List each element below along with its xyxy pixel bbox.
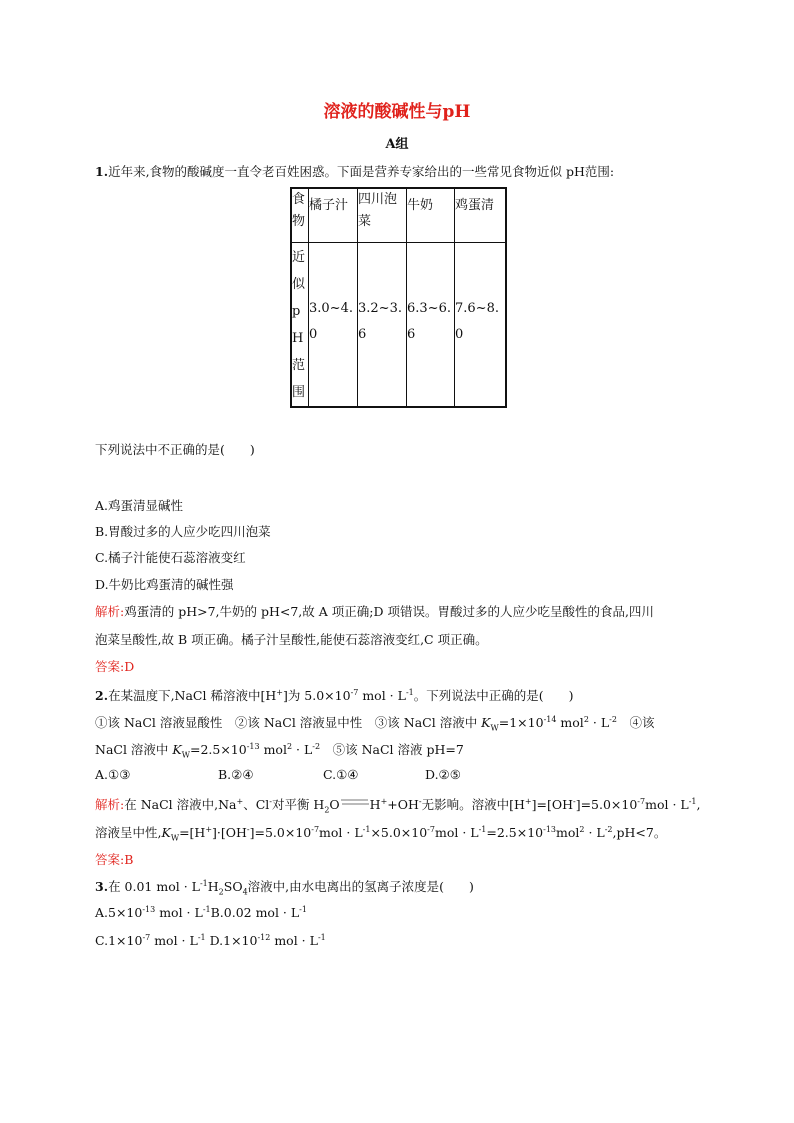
q1-analysis-text1: 鸡蛋清的 pH>7,牛奶的 pH<7,故 A 项正确;D 项错误。胃酸过多的人应少吃呈酸性的食品,四川 <box>124 604 654 619</box>
t: mol · L <box>270 933 318 949</box>
q2-s1d: · L <box>588 715 610 730</box>
food-ph-table <box>290 187 507 408</box>
q2-analysis-line1 <box>95 795 700 815</box>
t: mol · L <box>645 797 689 812</box>
q1-answer-label: 答案: <box>95 659 125 674</box>
sub: W <box>170 833 180 843</box>
q2-answer <box>95 850 133 868</box>
sup: -13 <box>246 741 260 751</box>
sup: -1 <box>202 905 211 914</box>
t: 在 NaCl 溶液中,Na <box>124 797 237 812</box>
t: mol · L <box>319 825 363 840</box>
q3-number: 3. <box>95 879 109 894</box>
table-range-3: 6.3~6.6 <box>407 242 455 407</box>
q3-options-line2 <box>95 933 326 948</box>
t: mol · L <box>155 905 203 921</box>
table-food-4: 鸡蛋清 <box>455 188 507 242</box>
q1-analysis-label: 解析: <box>95 604 125 619</box>
q2-s1: ①该 NaCl 溶液显酸性 ②该 NaCl 溶液显中性 ③该 NaCl 溶液中 <box>95 715 482 730</box>
t: mol · L <box>434 825 479 840</box>
sub: 2 <box>324 805 330 815</box>
sup: + <box>524 796 532 806</box>
q3-option-a: A.5×10 <box>95 905 143 921</box>
q3-options-line1 <box>95 905 307 920</box>
q2-s1e: ④该 <box>616 715 655 730</box>
q1-option-a: A.鸡蛋清显碱性 <box>95 498 184 513</box>
t: · L <box>584 825 605 840</box>
sup: -1 <box>199 878 208 888</box>
t: ]=[OH <box>531 797 573 812</box>
sup: -13 <box>142 905 156 914</box>
equilibrium-arrow-icon <box>340 794 370 809</box>
t: ,pH<7。 <box>612 825 667 840</box>
q1-option-b: B.胃酸过多的人应少吃四川泡菜 <box>95 524 271 539</box>
t: =[H <box>179 825 206 840</box>
q2-answer-value: B <box>124 852 134 867</box>
sub: W <box>490 723 499 733</box>
q1-number: 1. <box>95 164 109 179</box>
q1-option-c: C.橘子汁能使石蕊溶液变红 <box>95 550 246 565</box>
sub: W <box>181 750 190 760</box>
q2-stem-a: 在某温度下,NaCl 稀溶液中[H <box>108 688 277 703</box>
sub: 4 <box>242 887 248 897</box>
group-heading: A组 <box>385 137 409 152</box>
kw-symbol: K <box>481 715 491 730</box>
q2-number: 2. <box>95 688 109 703</box>
kw-symbol: K <box>172 742 182 757</box>
q2-stem-c: mol · L <box>358 688 406 703</box>
t: 对平衡 H <box>271 797 325 812</box>
equilibrium-arrow-svg <box>340 798 370 806</box>
q2-option-b: B.②④ <box>218 767 254 782</box>
q1-answer-value: D <box>124 659 135 674</box>
sup: -1 <box>197 933 206 942</box>
sup: - <box>572 796 576 806</box>
t: mol · L <box>150 933 198 949</box>
q2-s2a: NaCl 溶液中 <box>95 742 173 757</box>
q1-stem <box>95 162 614 180</box>
sup: - <box>418 796 422 806</box>
q1-answer <box>95 657 134 675</box>
q1-question: 下列说法中不正确的是( ) <box>95 442 255 457</box>
q2-s1b: =1×10 <box>498 715 544 730</box>
q2-s2e: ⑤该 NaCl 溶液 pH=7 <box>320 742 464 757</box>
q2-stem-d: 。下列说法中正确的是( ) <box>413 688 574 703</box>
q2-option-d: D.②⑤ <box>425 767 461 782</box>
t: =2.5×10 <box>486 825 544 840</box>
table-food-2: 四川泡菜 <box>358 188 407 242</box>
q2-statements-line1 <box>95 713 654 733</box>
table-range-1: 3.0~4.0 <box>309 242 358 407</box>
kw-symbol: K <box>161 825 171 840</box>
q2-answer-label: 答案: <box>95 852 125 867</box>
q2-option-c: C.①④ <box>323 767 359 782</box>
t: H <box>207 879 219 894</box>
page-title: 溶液的酸碱性与pH <box>323 102 471 122</box>
t: ]·[OH <box>212 825 247 840</box>
table-range-4: 7.6~8.0 <box>455 242 507 407</box>
q3-option-d: D.1×10 <box>205 933 258 949</box>
q2-s2b: =2.5×10 <box>189 742 247 757</box>
q2-s1c: mol <box>556 715 584 730</box>
sup: + <box>276 687 283 697</box>
sup: -1 <box>317 933 326 942</box>
t: 无影响。溶液中[H <box>421 797 525 812</box>
sup: -7 <box>637 796 646 806</box>
sup: + <box>205 824 213 834</box>
table-range-2: 3.2~3.6 <box>358 242 407 407</box>
q1-analysis-line1 <box>95 602 654 620</box>
t: 溶液中,由水电离出的氢离子浓度是( ) <box>247 879 474 894</box>
sub: 2 <box>218 887 224 897</box>
sup: -13 <box>543 824 556 834</box>
t: ]=5.0× <box>575 797 622 812</box>
sup: -7 <box>311 824 320 834</box>
table-food-1: 橘子汁 <box>309 188 358 242</box>
q2-option-a: A.①③ <box>95 767 131 782</box>
sup: -7 <box>427 824 435 834</box>
sup: - <box>246 824 250 834</box>
sup: -2 <box>604 824 613 834</box>
q2-stem <box>95 686 574 704</box>
table-food-3: 牛奶 <box>407 188 455 242</box>
sup: -7 <box>350 687 359 697</box>
sup: 2 <box>583 714 589 724</box>
sup: 2 <box>286 741 293 751</box>
q2-statements-line2 <box>95 740 464 760</box>
q2-stem-b: ]为 5.0×10 <box>282 688 351 703</box>
q1-stem-text: 近年来,食物的酸碱度一直令老百姓困惑。下面是营养专家给出的一些常见食物近似 pH范围: <box>108 164 615 179</box>
q3-option-b: B.0.02 mol · L <box>210 905 300 921</box>
q1-option-d: D.牛奶比鸡蛋清的碱性强 <box>95 577 234 592</box>
sup: -7 <box>142 933 151 942</box>
t: O <box>329 797 340 812</box>
sup: -1 <box>688 796 697 806</box>
t: mol <box>556 825 580 840</box>
t: 溶液呈中性, <box>95 825 162 840</box>
q3-option-c: C.1×10 <box>95 933 143 949</box>
t: 10 <box>621 797 638 812</box>
table-header-label: 食物 <box>291 188 309 242</box>
sup: -1 <box>405 687 414 697</box>
t: , <box>696 797 701 812</box>
q3-stem <box>95 877 474 897</box>
t: +OH <box>387 797 419 812</box>
sup: -1 <box>362 824 371 834</box>
table-row-label: 近似pH范围 <box>291 242 309 407</box>
sup: 2 <box>579 824 585 834</box>
sup: -14 <box>543 714 557 724</box>
t: 在 0.01 mol · L <box>108 879 200 894</box>
t: H <box>369 797 381 812</box>
t: ×5.0×10 <box>370 825 428 840</box>
q2-analysis-label: 解析: <box>95 797 125 812</box>
t: 、Cl <box>243 797 270 812</box>
sup: + <box>236 796 244 806</box>
sup: -2 <box>609 714 617 724</box>
sup: + <box>380 796 388 806</box>
sup: -12 <box>257 933 271 942</box>
q2-s2d: · L <box>292 742 313 757</box>
sup: -1 <box>478 824 487 834</box>
sup: -1 <box>299 905 307 914</box>
t: SO <box>223 879 243 894</box>
q2-analysis-line2 <box>95 823 666 843</box>
q1-analysis-line2: 泡菜呈酸性,故 B 项正确。橘子汁呈酸性,能使石蕊溶液变红,C 项正确。 <box>95 632 488 647</box>
t: ]=5.0×10 <box>249 825 312 840</box>
q2-s2c: mol <box>259 742 287 757</box>
sup: -2 <box>312 741 321 751</box>
sup: - <box>269 796 272 806</box>
